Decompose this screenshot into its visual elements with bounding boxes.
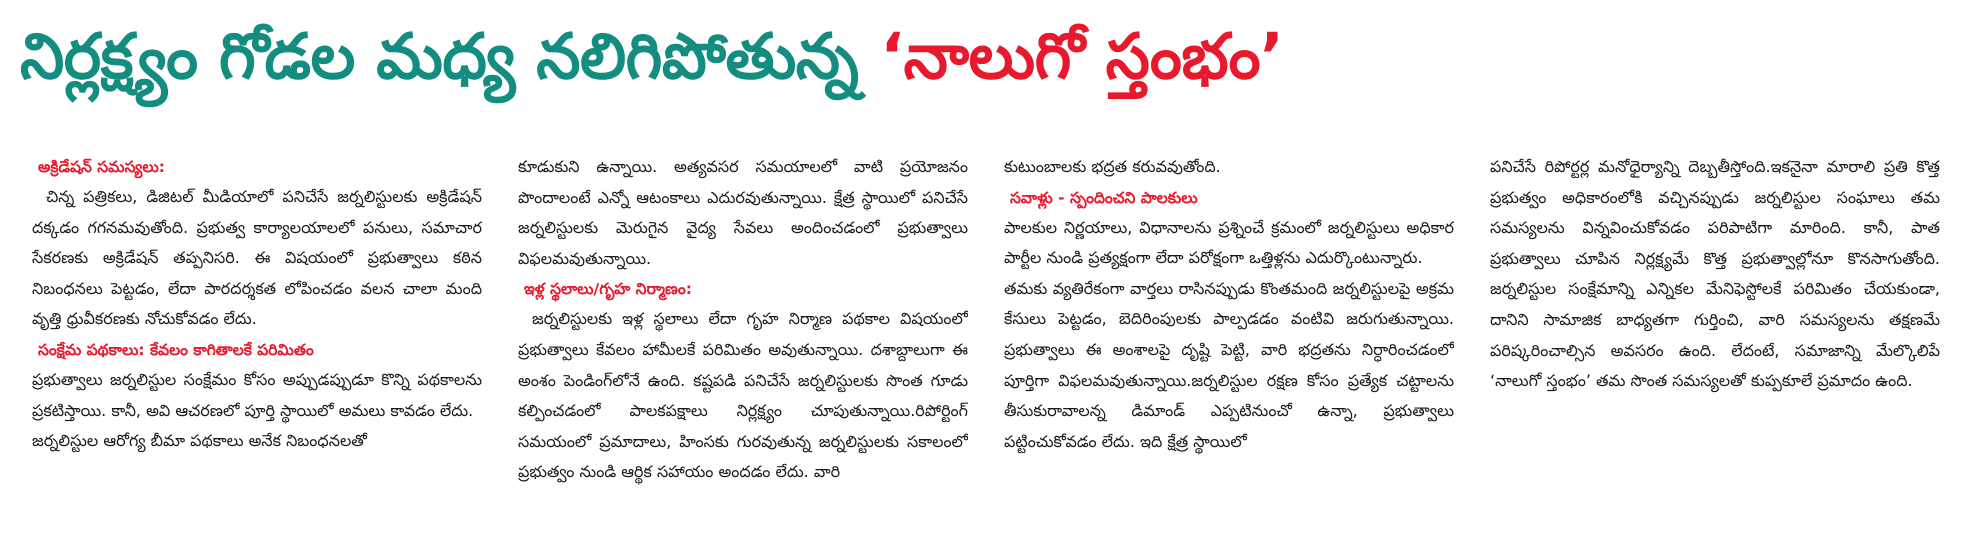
headline-main: నిర్లక్ష్యం గోడల మధ్య నలిగిపోతున్న [20,19,859,93]
paragraph: ప్రభుత్వాలు జర్నలిస్టుల సంక్షేమం కోసం అప్పుడప్పుడూ కొన్ని పథకాలను ప్రకటిస్తాయి. కానీ, అవి ఆచరణలో పూర్తి స్థాయిలో అమలు కావడం లేదు. [32,369,482,420]
column-3 [1004,152,1454,537]
headline [20,0,1970,128]
subheading-challenges: సవాళ్లు - స్పందించని పాలకులు [1010,188,1198,207]
column-4 [1490,152,1940,537]
paragraph: తమకు వ్యతిరేకంగా వార్తలు రాసినప్పుడు కొంతమంది జర్నలిస్టులపై అక్రమ కేసులు పెట్టడం, బెదిరింపులకు పాల్పడడం వంటివి జరుగుతున్నాయి. ప్రభుత్వాలు ఈ అంశాలపై దృష్టి పెట్టి, వారి భద్రతను నిర్ధారించడంలో పూర్తిగా విఫలమవుతున్నాయి.జర్నలిస్టుల రక్షణ కోసం ప్రత్యేక చట్టాలను తీసుకురావాలన్న డిమాండ్ ఎప్పటినుంచో ఉన్నా, ప్రభుత్వాలు పట్టించుకోవడం లేదు. ఇది క్షేత్ర స్థాయిలో [1004,278,1454,451]
article-columns [32,152,1952,537]
paragraph: జర్నలిస్టులకు ఇళ్ల స్థలాలు లేదా గృహ నిర్మాణ పథకాల విషయంలో ప్రభుత్వాలు కేవలం హామీలకే పరిమితం అవుతున్నాయి. దశాబ్దాలుగా ఈ అంశం పెండింగ్‌లోనే ఉంది. కష్టపడి పనిచేసే జర్నలిస్టులకు సొంత గూడు కల్పించడంలో పాలకపక్షాలు నిర్లక్ష్యం చూపుతున్నాయి.రిపోర్టింగ్ సమయంలో ప్రమాదాలు, హింసకు గురవుతున్న జర్నలిస్టులకు సకాలంలో ప్రభుత్వం నుండి ఆర్థిక సహాయం అందడం లేదు. వారి [518,309,968,482]
subheading-housing: ఇళ్ల స్థలాలు/గృహ నిర్మాణం: [524,280,692,299]
column-2 [518,152,968,537]
paragraph: జర్నలిస్టుల ఆరోగ్య బీమా పథకాలు అనేక నిబంధనలతో [32,431,367,451]
paragraph: పనిచేసే రిపోర్టర్ల మనోధైర్యాన్ని దెబ్బతీస్తోంది.ఇకనైనా మారాలి ప్రతి కొత్త ప్రభుత్వం అధికారంలోకి వచ్చినప్పుడు జర్నలిస్టుల సంఘాలు తమ సమస్యలను విన్నవించుకోవడం పరిపాటిగా మారింది. కానీ, పాత ప్రభుత్వాలు చూపిన నిర్లక్ష్యమే కొత్త ప్రభుత్వాల్లోనూ కొనసాగుతోంది. జర్నలిస్టుల సంక్షేమాన్ని ఎన్నికల మేనిఫెస్టోలకే పరిమితం చేయకుండా, దానిని సామాజిక బాధ్యతగా గుర్తించి, వారి సమస్యలను తక్షణమే పరిష్కరించాల్సిన అవసరం ఉంది. లేదంటే, సమాజాన్ని మేల్కొలిపే ‘నాలుగో స్తంభం’ తమ సొంత సమస్యలతో కుప్పకూలే ప్రమాదం ఉంది. [1490,157,1940,391]
subheading-accreditation: అక్రిడేషన్ సమస్యలు: [38,158,165,176]
subheading-welfare: సంక్షేమ పథకాలు: కేవలం కాగితాలకే పరిమితం [38,340,314,359]
column-1 [32,152,482,537]
headline-accent: ‘నాలుగో స్తంభం’ [880,19,1284,93]
paragraph: కుటుంబాలకు భద్రత కరువవుతోంది. [1004,157,1221,176]
paragraph: చిన్న పత్రికలు, డిజిటల్ మీడియాలో పనిచేసే జర్నలిస్టులకు అక్రిడేషన్ దక్కడం గగనమవుతోంది. ప్రభుత్వ కార్యాలయాలలో పనులు, సమాచార సేకరణకు అక్రిడేషన్ తప్పనిసరి. ఈ విషయంలో ప్రభుత్వాలు కఠిన నిబంధనలు పెట్టడం, లేదా పారదర్శకత లోపించడం వలన చాలా మంది వృత్తి ధ్రువీకరణకు నోచుకోవడం లేదు. [32,187,482,329]
paragraph: పాలకుల నిర్ణయాలు, విధానాలను ప్రశ్నించే క్రమంలో జర్నలిస్టులు అధికార పార్టీల నుండి ప్రత్యక్షంగా లేదా పరోక్షంగా ఒత్తిళ్లను ఎదుర్కొంటున్నారు. [1004,217,1454,268]
paragraph: కూడుకుని ఉన్నాయి. అత్యవసర సమయాలలో వాటి ప్రయోజనం పొందాలంటే ఎన్నో ఆటంకాలు ఎదురవుతున్నాయి. క్షేత్ర స్థాయిలో పనిచేసే జర్నలిస్టులకు మెరుగైన వైద్య సేవలు అందించడంలో ప్రభుత్వాలు విఫలమవుతున్నాయి. [518,157,968,268]
